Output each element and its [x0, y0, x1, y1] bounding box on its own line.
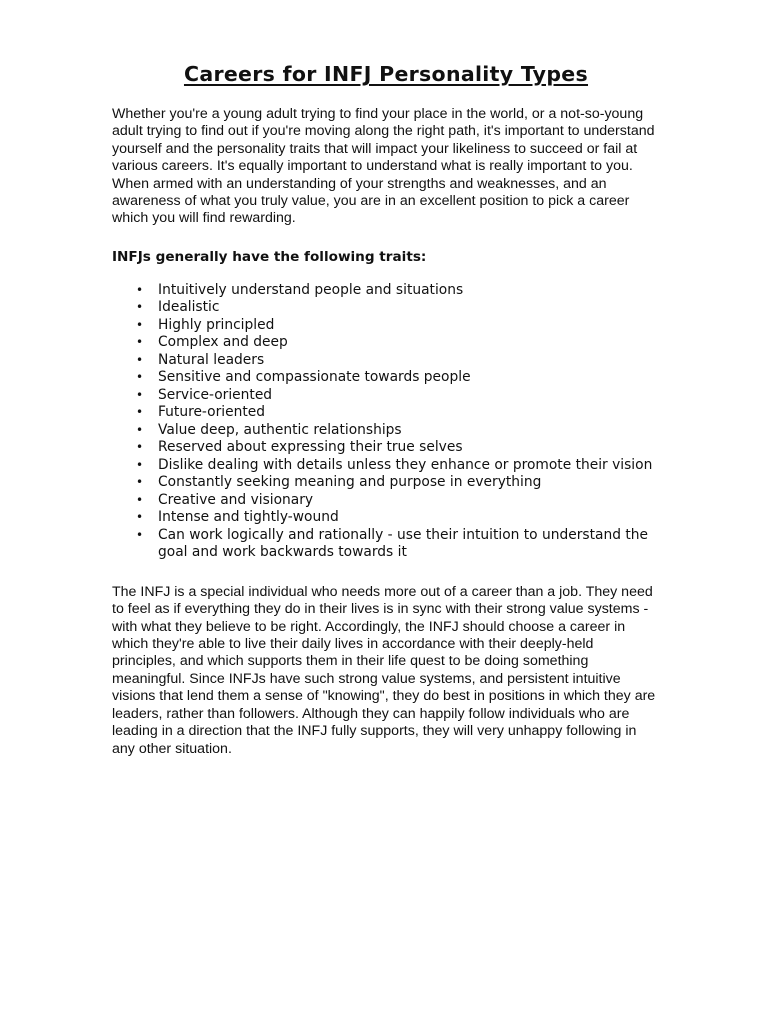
list-item [112, 527, 660, 562]
list-item [112, 369, 660, 387]
list-item-text: Service-oriented [158, 386, 273, 403]
bullet-icon: • [136, 352, 144, 367]
document-page [112, 60, 660, 758]
closing-paragraph: The INFJ is a special individual who needs more out of a career than a job. They need to feel as if everything they do in their lives is in sync with their strong value systems - with what they believe to be right. Accordingly, the INFJ should choose a career in which they're able to live their daily lives in accordance with their deeply-held principles, and which supports them in their life quest to be doing something meaningful. Since INFJs have such strong value systems, and persistent intuitive visions that lend them a sense of "knowing", they do best in positions in which they are leaders, rather than followers. Although they can happily follow individuals who are leading in a direction that the INFJ fully supports, they will very unhappy following in any other situation. [112, 583, 656, 757]
list-item [112, 422, 660, 440]
list-item [112, 282, 660, 300]
bullet-icon: • [136, 387, 144, 402]
bullet-icon: • [136, 282, 144, 297]
list-item-text: Future-oriented [158, 404, 266, 421]
list-item [112, 474, 660, 492]
list-item [112, 457, 660, 475]
list-item [112, 352, 660, 370]
traits-list [112, 282, 660, 562]
list-item-text: Highly principled [158, 316, 275, 333]
list-item-text: Intense and tightly-wound [158, 509, 339, 526]
list-item-text: Value deep, authentic relationships [158, 421, 402, 438]
page-title: Careers for INFJ Personality Types [183, 62, 589, 86]
bullet-icon: • [136, 370, 144, 385]
list-item-text: Complex and deep [158, 334, 288, 351]
bullet-icon: • [136, 475, 144, 490]
list-item [112, 299, 660, 317]
list-item [112, 404, 660, 422]
bullet-icon: • [136, 527, 144, 542]
list-item [112, 492, 660, 510]
traits-heading: INFJs generally have the following traits: [112, 248, 427, 265]
list-item [112, 509, 660, 527]
list-item-text: Can work logically and rationally - use their intuition to understand the goal and work backwards towards it [158, 526, 648, 561]
list-item-text: Sensitive and compassionate towards people [158, 369, 471, 386]
bullet-icon: • [136, 422, 144, 437]
list-item-text: Reserved about expressing their true selves [158, 439, 463, 456]
bullet-icon: • [136, 457, 144, 472]
bullet-icon: • [136, 492, 144, 507]
list-item [112, 317, 660, 335]
list-item-text: Creative and visionary [158, 491, 314, 508]
bullet-icon: • [136, 405, 144, 420]
list-item [112, 387, 660, 405]
list-item-text: Constantly seeking meaning and purpose in everything [158, 474, 542, 491]
bullet-icon: • [136, 335, 144, 350]
list-item [112, 439, 660, 457]
list-item [112, 334, 660, 352]
list-item-text: Idealistic [158, 299, 220, 316]
list-item-text: Natural leaders [158, 351, 265, 368]
list-item-text: Intuitively understand people and situations [158, 281, 464, 298]
list-item-text: Dislike dealing with details unless they enhance or promote their vision [158, 456, 653, 473]
bullet-icon: • [136, 317, 144, 332]
bullet-icon: • [136, 300, 144, 315]
bullet-icon: • [136, 510, 144, 525]
intro-paragraph: Whether you're a young adult trying to find your place in the world, or a not-so-young adult trying to find out if you're moving along the right path, it's important to understand yourself and the personality traits that will impact your likeliness to succeed or fail at various careers. It's equally important to understand what is really important to you. When armed with an understanding of your strengths and weaknesses, and an awareness of what you truly value, you are in an excellent position to pick a career which you will find rewarding. [112, 106, 655, 227]
bullet-icon: • [136, 440, 144, 455]
